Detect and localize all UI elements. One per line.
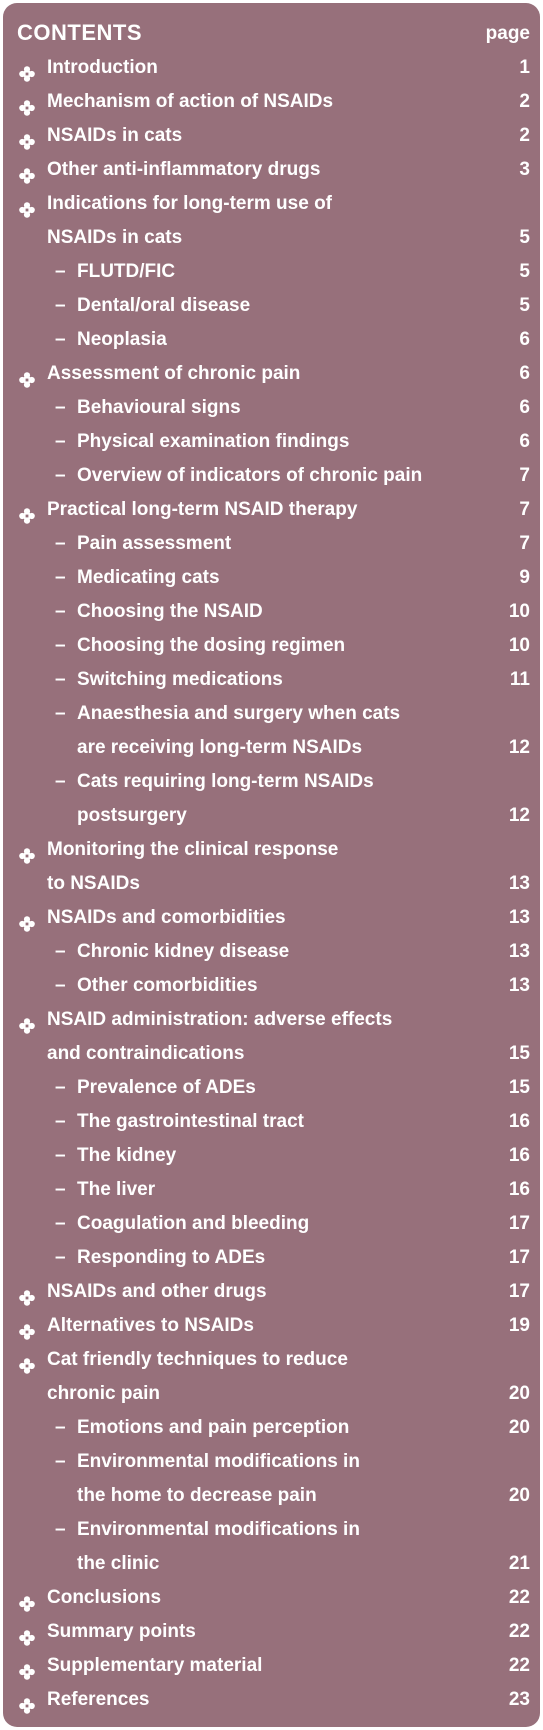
toc-subsection-entry[interactable] bbox=[3, 1071, 540, 1105]
toc-entry-title: FLUTD/FIC bbox=[77, 261, 176, 282]
toc-page-number: 6 bbox=[519, 397, 530, 418]
dash-bullet: – bbox=[55, 669, 66, 690]
toc-subsection-entry[interactable] bbox=[3, 1445, 540, 1513]
quatrefoil-bullet-icon bbox=[19, 128, 35, 144]
toc-page-number: 5 bbox=[519, 295, 530, 316]
toc-section-entry[interactable] bbox=[3, 1649, 540, 1683]
dash-bullet: – bbox=[55, 1519, 66, 1540]
toc-entry-title: Prevalence of ADEs bbox=[77, 1077, 256, 1098]
toc-page-number: 10 bbox=[508, 601, 530, 622]
toc-page-number: 20 bbox=[508, 1383, 530, 1404]
toc-entry-title: Cat friendly techniques to reduce bbox=[47, 1349, 348, 1370]
toc-entry-list bbox=[3, 51, 540, 1717]
toc-subsection-entry[interactable] bbox=[3, 255, 540, 289]
toc-entry-title: the home to decrease pain bbox=[77, 1485, 317, 1506]
toc-subsection-entry[interactable] bbox=[3, 289, 540, 323]
toc-section-entry[interactable] bbox=[3, 187, 540, 255]
dash-bullet: – bbox=[55, 1213, 66, 1234]
quatrefoil-bullet-icon bbox=[19, 366, 35, 382]
toc-page-number: 7 bbox=[519, 533, 530, 554]
toc-entry-title: Switching medications bbox=[77, 669, 283, 690]
toc-page-number: 22 bbox=[508, 1587, 530, 1608]
toc-section-entry[interactable] bbox=[3, 1615, 540, 1649]
quatrefoil-bullet-icon bbox=[19, 1624, 35, 1640]
quatrefoil-bullet-icon bbox=[19, 1318, 35, 1334]
toc-page-number: 5 bbox=[519, 227, 530, 248]
toc-section-entry[interactable] bbox=[3, 833, 540, 901]
toc-entry-title: Pain assessment bbox=[77, 533, 232, 554]
toc-entry-title: Supplementary material bbox=[47, 1655, 263, 1676]
toc-page-number: 16 bbox=[508, 1145, 530, 1166]
toc-page-number: 12 bbox=[508, 737, 530, 758]
contents-header bbox=[3, 3, 540, 45]
toc-page-number: 13 bbox=[508, 975, 530, 996]
toc-entry-title: NSAIDs in cats bbox=[47, 227, 183, 248]
dash-bullet: – bbox=[55, 975, 66, 996]
dash-bullet: – bbox=[55, 397, 66, 418]
toc-subsection-entry[interactable] bbox=[3, 1139, 540, 1173]
toc-subsection-entry[interactable] bbox=[3, 1207, 540, 1241]
quatrefoil-bullet-icon bbox=[19, 1284, 35, 1300]
toc-entry-title: Dental/oral disease bbox=[77, 295, 251, 316]
toc-page-number: 1 bbox=[519, 57, 530, 78]
dash-bullet: – bbox=[55, 1179, 66, 1200]
toc-page-number: 22 bbox=[508, 1621, 530, 1642]
contents-title: CONTENTS bbox=[17, 20, 142, 45]
dash-bullet: – bbox=[55, 1111, 66, 1132]
toc-page-number: 7 bbox=[519, 499, 530, 520]
toc-entry-title: The liver bbox=[77, 1179, 156, 1200]
toc-section-entry[interactable] bbox=[3, 357, 540, 391]
toc-subsection-entry[interactable] bbox=[3, 595, 540, 629]
toc-page-number: 20 bbox=[508, 1485, 530, 1506]
toc-entry-title: Conclusions bbox=[47, 1587, 162, 1608]
toc-page-number: 2 bbox=[519, 91, 530, 112]
toc-entry-title: Responding to ADEs bbox=[77, 1247, 266, 1268]
page-column-label: page bbox=[485, 23, 530, 44]
quatrefoil-bullet-icon bbox=[19, 842, 35, 858]
toc-entry-title: postsurgery bbox=[77, 805, 187, 826]
toc-section-entry[interactable] bbox=[3, 85, 540, 119]
toc-entry-title: The gastrointestinal tract bbox=[77, 1111, 304, 1132]
toc-subsection-entry[interactable] bbox=[3, 425, 540, 459]
quatrefoil-bullet-icon bbox=[19, 1658, 35, 1674]
toc-subsection-entry[interactable] bbox=[3, 391, 540, 425]
toc-subsection-entry[interactable] bbox=[3, 935, 540, 969]
toc-subsection-entry[interactable] bbox=[3, 1105, 540, 1139]
toc-section-entry[interactable] bbox=[3, 51, 540, 85]
quatrefoil-bullet-icon bbox=[19, 162, 35, 178]
quatrefoil-bullet-icon bbox=[19, 60, 35, 76]
toc-entry-title: chronic pain bbox=[47, 1383, 160, 1404]
toc-page-number: 6 bbox=[519, 431, 530, 452]
toc-page-number: 11 bbox=[509, 669, 530, 690]
dash-bullet: – bbox=[55, 533, 66, 554]
toc-entry-title: Practical long-term NSAID therapy bbox=[47, 499, 358, 520]
toc-entry-title: Choosing the dosing regimen bbox=[77, 635, 346, 656]
quatrefoil-bullet-icon bbox=[19, 1692, 35, 1708]
toc-entry-title: Behavioural signs bbox=[77, 397, 241, 418]
toc-page-number: 6 bbox=[519, 329, 530, 350]
toc-entry-title: Neoplasia bbox=[77, 329, 167, 350]
toc-subsection-entry[interactable] bbox=[3, 1513, 540, 1581]
toc-entry-title: Emotions and pain perception bbox=[77, 1417, 350, 1438]
toc-subsection-entry[interactable] bbox=[3, 1173, 540, 1207]
toc-page-number: 21 bbox=[508, 1553, 530, 1574]
toc-page-number: 13 bbox=[508, 907, 530, 928]
dash-bullet: – bbox=[55, 771, 66, 792]
toc-section-entry[interactable] bbox=[3, 1683, 540, 1717]
toc-entry-title: Mechanism of action of NSAIDs bbox=[47, 91, 334, 112]
quatrefoil-bullet-icon bbox=[19, 94, 35, 110]
toc-entry-title: Other comorbidities bbox=[77, 975, 258, 996]
dash-bullet: – bbox=[55, 261, 66, 282]
toc-page-number: 9 bbox=[519, 567, 530, 588]
toc-page-number: 20 bbox=[508, 1417, 530, 1438]
toc-section-entry[interactable] bbox=[3, 1309, 540, 1343]
dash-bullet: – bbox=[55, 567, 66, 588]
dash-bullet: – bbox=[55, 295, 66, 316]
toc-section-entry[interactable] bbox=[3, 493, 540, 527]
toc-subsection-entry[interactable] bbox=[3, 323, 540, 357]
toc-page-number: 15 bbox=[508, 1077, 530, 1098]
toc-page-number: 6 bbox=[519, 363, 530, 384]
toc-section-entry[interactable] bbox=[3, 1581, 540, 1615]
toc-section-entry[interactable] bbox=[3, 1343, 540, 1411]
toc-entry-title: Alternatives to NSAIDs bbox=[47, 1315, 254, 1336]
toc-page-number: 17 bbox=[508, 1213, 530, 1234]
quatrefoil-bullet-icon bbox=[19, 1590, 35, 1606]
toc-entry-title: Chronic kidney disease bbox=[77, 941, 290, 962]
toc-subsection-entry[interactable] bbox=[3, 561, 540, 595]
toc-subsection-entry[interactable] bbox=[3, 1241, 540, 1275]
toc-subsection-entry[interactable] bbox=[3, 1411, 540, 1445]
toc-page-number: 7 bbox=[519, 465, 530, 486]
toc-page-number: 22 bbox=[508, 1655, 530, 1676]
quatrefoil-bullet-icon bbox=[19, 196, 35, 212]
toc-entry-title: Anaesthesia and surgery when cats bbox=[77, 703, 401, 724]
toc-entry-title: The kidney bbox=[77, 1145, 177, 1166]
toc-entry-title: References bbox=[47, 1689, 150, 1710]
toc-section-entry[interactable] bbox=[3, 119, 540, 153]
toc-subsection-entry[interactable] bbox=[3, 663, 540, 697]
dash-bullet: – bbox=[55, 941, 66, 962]
toc-page-number: 2 bbox=[519, 125, 530, 146]
toc-subsection-entry[interactable] bbox=[3, 527, 540, 561]
toc-entry-title: are receiving long-term NSAIDs bbox=[77, 737, 363, 758]
toc-entry-title: Choosing the NSAID bbox=[77, 601, 263, 622]
dash-bullet: – bbox=[55, 465, 66, 486]
dash-bullet: – bbox=[55, 1247, 66, 1268]
toc-page-number: 19 bbox=[508, 1315, 530, 1336]
toc-page-number: 13 bbox=[508, 873, 530, 894]
toc-page-number: 16 bbox=[508, 1111, 530, 1132]
toc-page-number: 17 bbox=[508, 1281, 530, 1302]
contents-panel bbox=[3, 3, 540, 1727]
toc-entry-title: Summary points bbox=[47, 1621, 196, 1642]
toc-entry-title: NSAIDs in cats bbox=[47, 125, 183, 146]
dash-bullet: – bbox=[55, 703, 66, 724]
toc-entry-title: Other anti-inflammatory drugs bbox=[47, 159, 321, 180]
toc-page-number: 3 bbox=[519, 159, 530, 180]
toc-page-number: 23 bbox=[508, 1689, 530, 1710]
toc-entry-title: Overview of indicators of chronic pain bbox=[77, 465, 423, 486]
toc-page-number: 5 bbox=[519, 261, 530, 282]
toc-entry-title: Assessment of chronic pain bbox=[47, 363, 301, 384]
quatrefoil-bullet-icon bbox=[19, 502, 35, 518]
toc-entry-title: Cats requiring long-term NSAIDs bbox=[77, 771, 374, 792]
toc-entry-title: Indications for long-term use of bbox=[47, 193, 333, 214]
toc-section-entry[interactable] bbox=[3, 1003, 540, 1071]
dash-bullet: – bbox=[55, 1077, 66, 1098]
toc-subsection-entry[interactable] bbox=[3, 765, 540, 833]
toc-entry-title: NSAIDs and other drugs bbox=[47, 1281, 267, 1302]
toc-entry-title: NSAID administration: adverse effects bbox=[47, 1009, 393, 1030]
toc-section-entry[interactable] bbox=[3, 1275, 540, 1309]
toc-page-number: 15 bbox=[508, 1043, 530, 1064]
toc-entry-title: Physical examination findings bbox=[77, 431, 350, 452]
quatrefoil-bullet-icon bbox=[19, 910, 35, 926]
toc-entry-title: Monitoring the clinical response bbox=[47, 839, 339, 860]
dash-bullet: – bbox=[55, 635, 66, 656]
toc-section-entry[interactable] bbox=[3, 901, 540, 935]
toc-subsection-entry[interactable] bbox=[3, 697, 540, 765]
toc-entry-title: the clinic bbox=[77, 1553, 160, 1574]
toc-page-number: 10 bbox=[508, 635, 530, 656]
toc-entry-title: Medicating cats bbox=[77, 567, 220, 588]
toc-entry-title: and contraindications bbox=[47, 1043, 245, 1064]
toc-entry-title: to NSAIDs bbox=[47, 873, 140, 894]
dash-bullet: – bbox=[55, 329, 66, 350]
toc-section-entry[interactable] bbox=[3, 153, 540, 187]
toc-entry-title: Environmental modifications in bbox=[77, 1519, 360, 1540]
toc-entry-title: Coagulation and bleeding bbox=[77, 1213, 310, 1234]
quatrefoil-bullet-icon bbox=[19, 1012, 35, 1028]
toc-entry-title: NSAIDs and comorbidities bbox=[47, 907, 286, 928]
dash-bullet: – bbox=[55, 1417, 66, 1438]
toc-subsection-entry[interactable] bbox=[3, 969, 540, 1003]
quatrefoil-bullet-icon bbox=[19, 1352, 35, 1368]
toc-entry-title: Environmental modifications in bbox=[77, 1451, 360, 1472]
toc-page-number: 16 bbox=[508, 1179, 530, 1200]
toc-subsection-entry[interactable] bbox=[3, 629, 540, 663]
toc-page-number: 13 bbox=[508, 941, 530, 962]
toc-page-number: 17 bbox=[508, 1247, 530, 1268]
toc-subsection-entry[interactable] bbox=[3, 459, 540, 493]
toc-entry-title: Introduction bbox=[47, 57, 158, 78]
dash-bullet: – bbox=[55, 431, 66, 452]
dash-bullet: – bbox=[55, 1451, 66, 1472]
dash-bullet: – bbox=[55, 601, 66, 622]
dash-bullet: – bbox=[55, 1145, 66, 1166]
toc-page-number: 12 bbox=[508, 805, 530, 826]
